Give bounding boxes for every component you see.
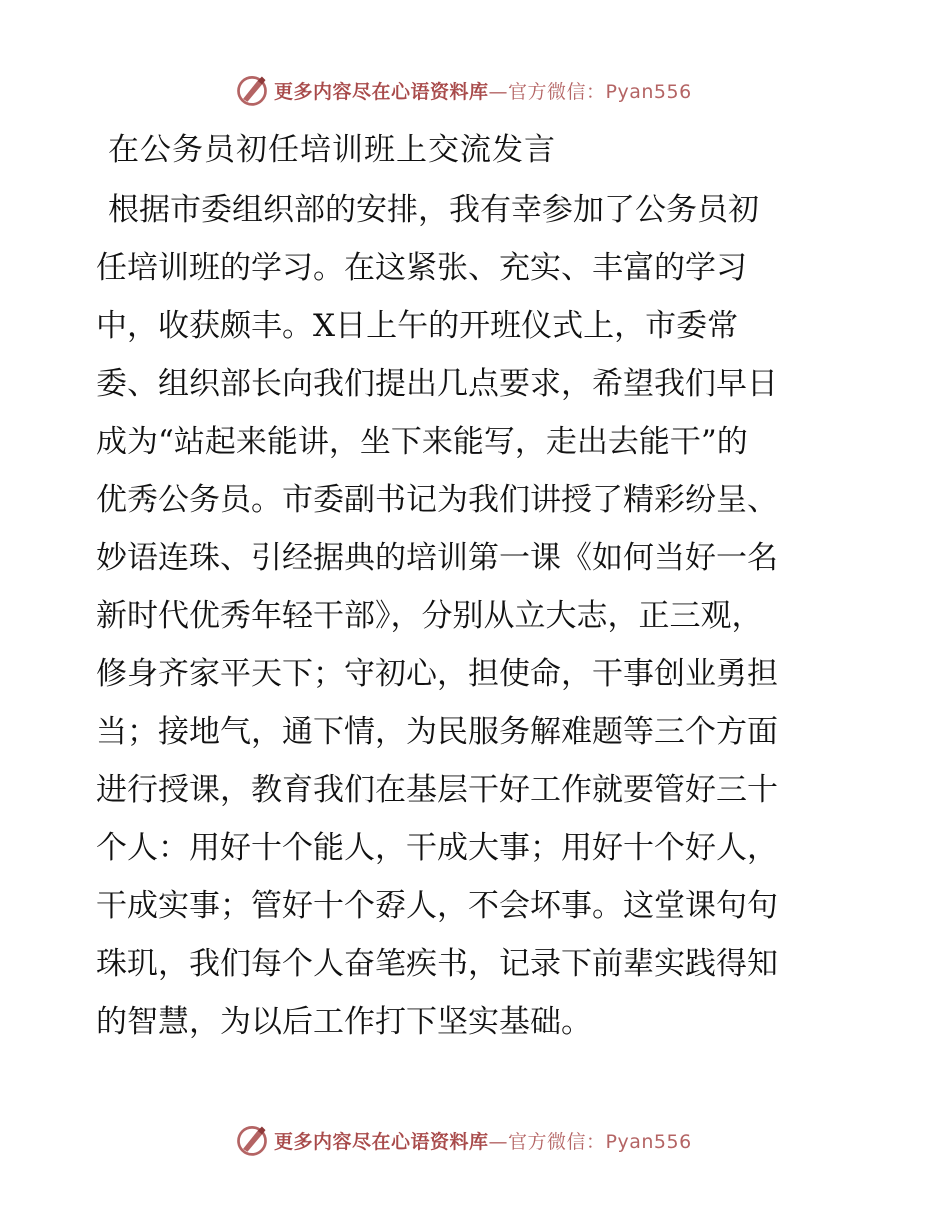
paragraph-line: 修身齐家平天下；守初心，担使命，干事创业勇担 bbox=[96, 656, 778, 692]
paragraph-line: 优秀公务员。市委副书记为我们讲授了精彩纷呈、 bbox=[96, 482, 778, 518]
paragraph-line: 委、组织部长向我们提出几点要求，希望我们早日 bbox=[96, 366, 778, 402]
paragraph-line: 妙语连珠、引经据典的培训第一课《如何当好一名 bbox=[96, 540, 778, 576]
pen-logo-icon bbox=[234, 1122, 270, 1158]
paragraph-line: 根据市委组织部的安排，我有幸参加了公务员初 bbox=[108, 192, 759, 228]
header-watermark-banner bbox=[234, 70, 754, 110]
paragraph-line: 任培训班的学习。在这紧张、充实、丰富的学习 bbox=[96, 250, 747, 286]
paragraph-line: 进行授课，教育我们在基层干好工作就要管好三十 bbox=[96, 772, 778, 808]
footer-watermark-banner bbox=[234, 1120, 754, 1160]
document-title: 在公务员初任培训班上交流发言 bbox=[108, 132, 556, 168]
paragraph-line: 珠玑，我们每个人奋笔疾书，记录下前辈实践得知 bbox=[96, 946, 778, 982]
banner-text: 更多内容尽在心语资料库—官方微信：Pyan556 bbox=[274, 1130, 692, 1153]
paragraph-line: 中，收获颇丰。X日上午的开班仪式上，市委常 bbox=[96, 308, 739, 344]
paragraph-line: 干成实事；管好十个孬人，不会坏事。这堂课句句 bbox=[96, 888, 778, 924]
pen-logo-icon bbox=[234, 72, 270, 108]
paragraph-line: 当；接地气，通下情，为民服务解难题等三个方面 bbox=[96, 714, 778, 750]
paragraph-line: 新时代优秀年轻干部》，分别从立大志，正三观， bbox=[96, 598, 763, 634]
paragraph-line: 的智慧，为以后工作打下坚实基础。 bbox=[96, 1004, 592, 1040]
paragraph-line: 成为“站起来能讲，坐下来能写，走出去能干”的 bbox=[96, 424, 748, 460]
banner-text: 更多内容尽在心语资料库—官方微信：Pyan556 bbox=[274, 80, 692, 103]
paragraph-line: 个人：用好十个能人，干成大事；用好十个好人， bbox=[96, 830, 778, 866]
